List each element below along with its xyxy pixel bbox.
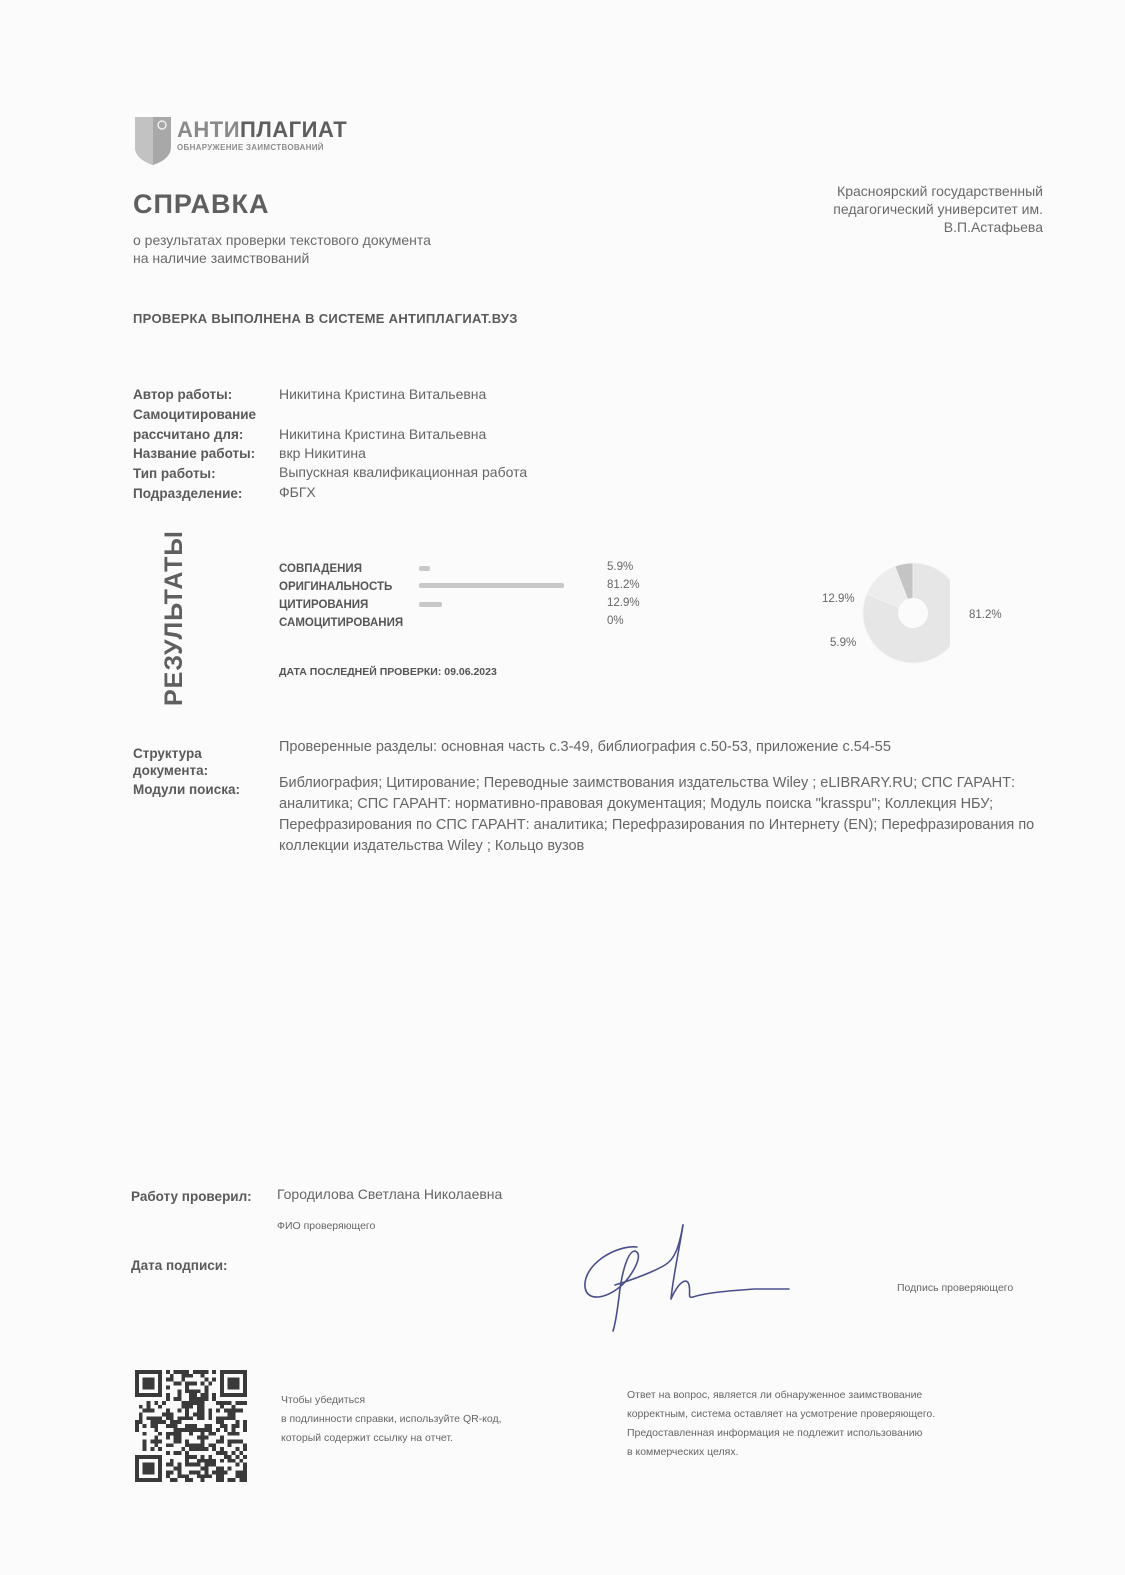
citations-value: 12.9% xyxy=(607,597,640,609)
last-check-date: ДАТА ПОСЛЕДНЕЙ ПРОВЕРКИ: 09.06.2023 xyxy=(279,666,497,678)
page-subtitle: о результатах проверки текстового документа на наличие заимствований xyxy=(133,232,431,266)
modules-label: Модули поиска: xyxy=(133,782,240,797)
qr-code[interactable] xyxy=(135,1370,247,1482)
logo-tagline: ОБНАРУЖЕНИЕ ЗАИМСТВОВАНИЙ xyxy=(177,143,324,152)
originality-bar xyxy=(419,583,564,588)
organization-name: Красноярский государственный педагогический университет им. В.П.Астафьева xyxy=(833,183,1043,235)
work-name-label: Название работы: xyxy=(133,446,256,461)
originality-label: ОРИГИНАЛЬНОСТЬ xyxy=(279,581,393,593)
results-heading: РЕЗУЛЬТАТЫ xyxy=(160,530,188,706)
fio-caption: ФИО проверяющего xyxy=(277,1220,376,1232)
work-type-label: Тип работы: xyxy=(133,466,216,481)
selfcite-label-1: Самоцитирование xyxy=(133,407,257,422)
work-type-value: Выпускная квалификационная работа xyxy=(279,464,528,480)
structure-value: Проверенные разделы: основная часть с.3-49, библиография с.50-53, приложение с.54-55 xyxy=(279,739,891,755)
structure-label: Структура документа: xyxy=(133,746,209,778)
signature-caption: Подпись проверяющего xyxy=(897,1282,1014,1294)
selfcitations-label: САМОЦИТИРОВАНИЯ xyxy=(279,617,404,629)
results-pie-chart xyxy=(850,552,950,672)
selfcite-label-2: рассчитано для: xyxy=(133,427,244,442)
handwritten-signature xyxy=(575,1215,795,1335)
antiplagiat-logo xyxy=(133,113,373,169)
selfcite-value: Никитина Кристина Витальевна xyxy=(279,426,487,442)
pie-label-citations: 12.9% xyxy=(822,593,855,605)
qr-instructions: Чтобы убедиться в подлинности справки, используйте QR-код, который содержит ссылку на отчет. xyxy=(281,1394,502,1444)
checked-by-label: Работу проверил: xyxy=(131,1189,252,1204)
citations-label: ЦИТИРОВАНИЯ xyxy=(279,599,369,611)
pie-label-originality: 81.2% xyxy=(969,609,1002,621)
matches-bar xyxy=(419,566,430,571)
department-value: ФБГХ xyxy=(279,484,316,500)
modules-value: Библиография; Цитирование; Переводные заимствования издательства Wiley ; eLIBRARY.RU; СПС ГАРАНТ: аналитика; СПС ГАРАНТ: нормативно-правовая документация; Модуль поиска "krasspu"; Коллекция НБУ; Перефразирования по СПС ГАРАНТ: аналитика; Перефразирования по Интернету (EN); Перефразирования по коллекции издательства Wiley ; Кольцо вузов xyxy=(279,775,1035,854)
disclaimer-text: Ответ на вопрос, является ли обнаруженное заимствование корректным, система оставляет на усмотрение проверяющего. Предоставленная информация не подлежит использованию в коммерческих целях. xyxy=(627,1389,936,1458)
logo-wordmark: АНТИПЛАГИАТ xyxy=(177,117,348,142)
selfcitations-value: 0% xyxy=(607,615,624,627)
author-label: Автор работы: xyxy=(133,387,233,402)
author-value: Никитина Кристина Витальевна xyxy=(279,386,487,402)
pie-label-matches: 5.9% xyxy=(830,637,857,649)
checked-by-value: Городилова Светлана Николаевна xyxy=(277,1186,503,1202)
shield-icon xyxy=(133,113,173,167)
matches-value: 5.9% xyxy=(607,561,634,573)
work-name-value: вкр Никитина xyxy=(279,445,366,461)
department-label: Подразделение: xyxy=(133,486,243,501)
pie-hole xyxy=(898,598,928,628)
system-line: ПРОВЕРКА ВЫПОЛНЕНА В СИСТЕМЕ АНТИПЛАГИАТ.ВУЗ xyxy=(133,311,518,326)
originality-value: 81.2% xyxy=(607,579,640,591)
page-title: СПРАВКА xyxy=(133,189,270,219)
signature-date-label: Дата подписи: xyxy=(131,1258,228,1273)
citations-bar xyxy=(419,602,442,607)
matches-label: СОВПАДЕНИЯ xyxy=(279,563,362,575)
